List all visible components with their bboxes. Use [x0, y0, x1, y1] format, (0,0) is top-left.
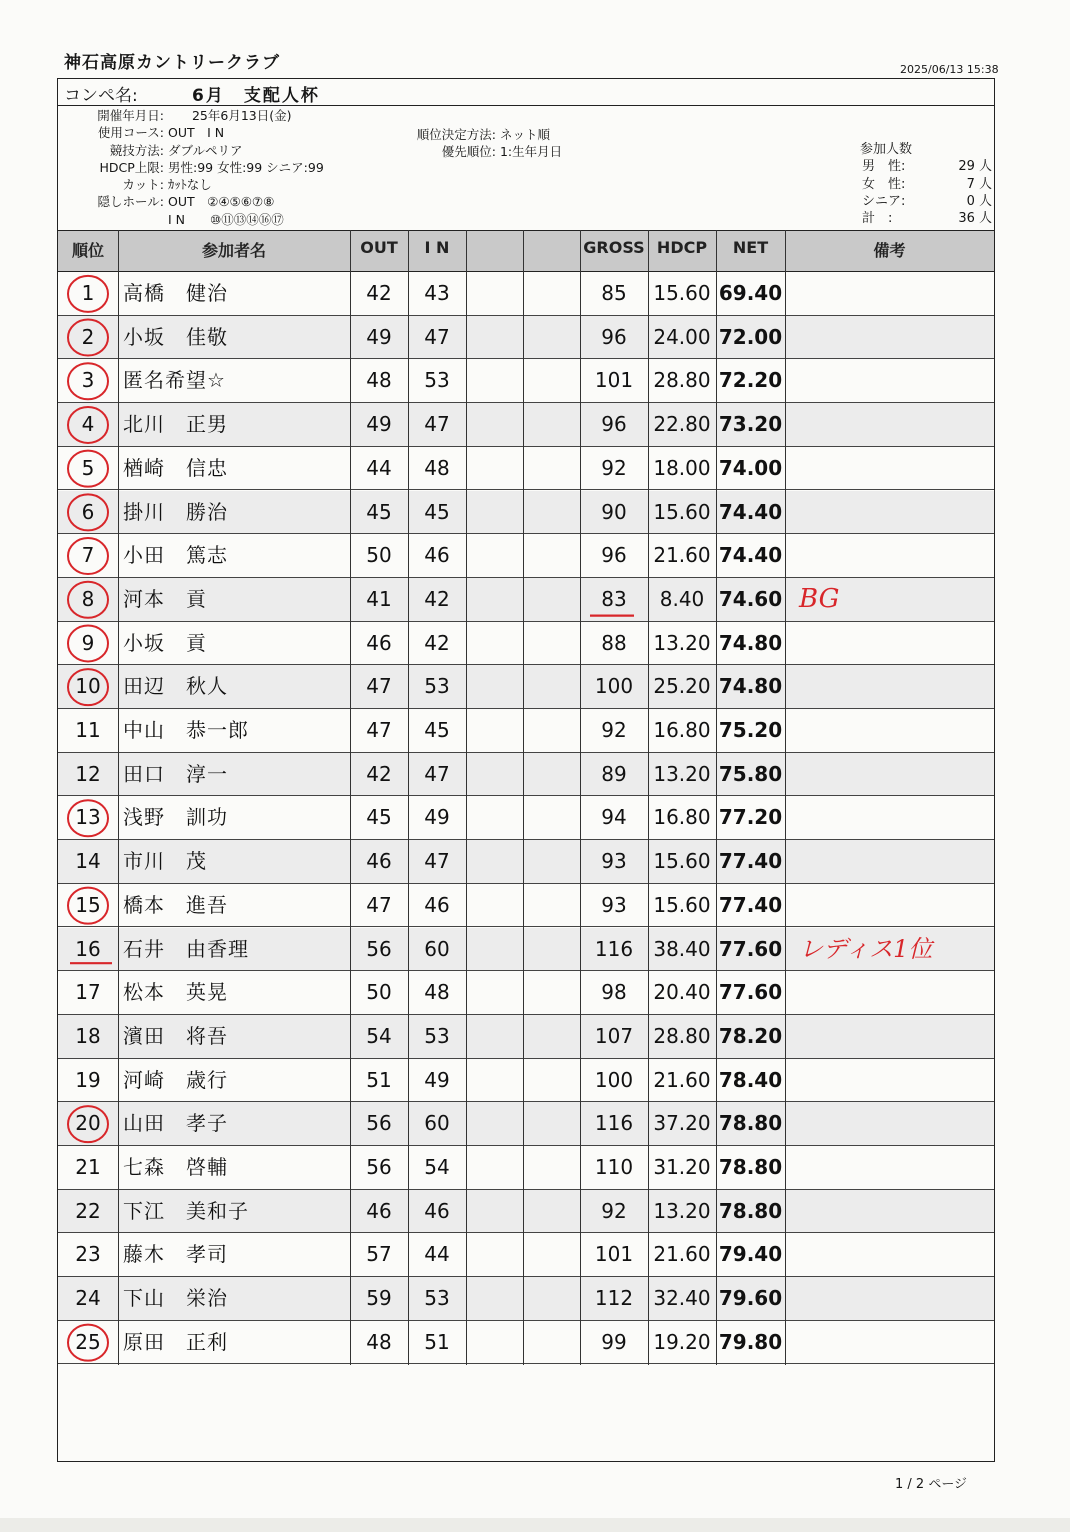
- cell-out: 56: [366, 936, 392, 961]
- cell-in: 51: [424, 1329, 450, 1354]
- cell-gross: 116: [594, 1111, 634, 1136]
- cell-in: 48: [424, 455, 450, 480]
- cell-rank: 14: [75, 849, 101, 874]
- cell-name: 小坂 佳敬: [123, 324, 228, 349]
- cell-hdcp: 16.80: [653, 805, 711, 830]
- counts-title: 参加人数: [860, 142, 913, 157]
- column-divider: [118, 230, 119, 1365]
- count-row: [860, 158, 992, 175]
- cell-rank: 24: [75, 1286, 101, 1311]
- hidden-holes-in: I N ⑩⑪⑬⑭⑯⑰: [167, 211, 284, 227]
- course-label: 使用コース:: [97, 125, 164, 141]
- cell-rank: 9: [81, 630, 95, 655]
- cell-out: 56: [366, 1111, 392, 1136]
- cell-name: 橋本 進吾: [123, 892, 228, 917]
- cell-in: 47: [424, 761, 450, 786]
- hdcp-value: 男性:99 女性:99 シニア:99: [167, 159, 324, 175]
- rank-method-label: 順位決定方法:: [416, 127, 496, 142]
- cell-net: 74.80: [718, 630, 783, 655]
- cell-hdcp: 13.20: [653, 1198, 711, 1223]
- cell-hdcp: 18.00: [653, 455, 711, 480]
- cell-gross: 93: [601, 892, 627, 917]
- cell-gross: 92: [601, 455, 627, 480]
- cell-out: 59: [366, 1286, 392, 1311]
- competition-title-row: [58, 79, 994, 106]
- column-divider: [648, 230, 649, 1365]
- column-divider: [350, 230, 351, 1365]
- column-header-out: OUT: [360, 238, 398, 257]
- cell-rank: 16: [75, 936, 101, 961]
- cell-hdcp: 8.40: [659, 586, 705, 611]
- cell-gross: 116: [594, 936, 634, 961]
- cell-hdcp: 15.60: [653, 499, 711, 524]
- cell-name: 浅野 訓功: [123, 805, 228, 830]
- cell-gross: 96: [601, 412, 627, 437]
- cell-gross: 110: [594, 1155, 634, 1179]
- column-divider: [523, 230, 524, 1365]
- cell-net: 78.40: [718, 1067, 783, 1092]
- cell-out: 49: [366, 324, 392, 349]
- cell-name: 河崎 歳行: [123, 1067, 228, 1092]
- ranking-info: [398, 126, 562, 161]
- cell-out: 47: [366, 718, 392, 742]
- cell-gross: 89: [601, 761, 627, 786]
- priority-value: 1:生年月日: [499, 144, 563, 160]
- cell-net: 74.40: [718, 499, 783, 524]
- method-label: 競技方法:: [109, 142, 164, 158]
- count-label: 女 性:: [862, 176, 906, 192]
- cell-name: 田口 淳一: [123, 761, 228, 786]
- cell-hdcp: 15.60: [653, 892, 711, 917]
- cell-out: 44: [366, 455, 392, 480]
- cell-in: 47: [424, 412, 450, 437]
- cell-hdcp: 32.40: [653, 1286, 711, 1311]
- course-value: OUT I N: [167, 125, 225, 141]
- cell-gross: 94: [601, 805, 627, 830]
- cell-name: 原田 正利: [123, 1329, 228, 1354]
- cell-hdcp: 37.20: [653, 1111, 711, 1136]
- cell-hdcp: 21.60: [653, 1067, 711, 1092]
- cell-net: 77.60: [718, 936, 783, 961]
- cell-gross: 96: [601, 543, 627, 568]
- date-label: 開催年月日:: [97, 108, 164, 123]
- cell-net: 73.20: [718, 412, 783, 437]
- cell-hdcp: 28.80: [653, 368, 711, 393]
- cell-in: 53: [424, 1023, 450, 1048]
- cell-net: 74.40: [718, 543, 783, 568]
- cell-hdcp: 16.80: [653, 718, 711, 742]
- cell-net: 75.20: [718, 718, 783, 742]
- column-divider: [408, 230, 409, 1365]
- cell-in: 47: [424, 324, 450, 349]
- cell-in: 49: [424, 805, 450, 830]
- cell-rank: 10: [75, 674, 101, 699]
- count-row: [860, 210, 992, 227]
- cell-gross: 112: [594, 1286, 634, 1311]
- method-value: ダブルペリア: [167, 142, 243, 158]
- cell-name: 小田 篤志: [123, 543, 228, 568]
- column-header-rank: 順位: [71, 241, 104, 260]
- priority-label: 優先順位:: [441, 144, 496, 160]
- cell-name: 下山 栄治: [123, 1286, 228, 1311]
- cell-gross: 100: [594, 1067, 634, 1092]
- cell-rank: 18: [75, 1023, 101, 1048]
- count-label: シニア:: [862, 193, 906, 209]
- cell-hdcp: 19.20: [653, 1329, 711, 1354]
- cell-remarks: BG: [799, 583, 840, 614]
- competition-label: コンペ名:: [64, 86, 138, 106]
- cell-rank: 3: [81, 368, 95, 393]
- cell-in: 54: [424, 1155, 450, 1179]
- cell-in: 42: [424, 586, 450, 611]
- cell-hdcp: 13.20: [653, 630, 711, 655]
- cell-out: 50: [366, 543, 392, 568]
- cell-out: 47: [366, 674, 392, 699]
- cell-remarks: レディス1位: [799, 934, 933, 963]
- cell-out: 50: [366, 980, 392, 1005]
- cell-out: 54: [366, 1023, 392, 1048]
- cell-gross: 85: [601, 281, 627, 305]
- column-header-hdcp: HDCP: [656, 238, 708, 257]
- cell-name: 高橋 健治: [123, 281, 228, 305]
- cell-net: 72.00: [718, 324, 783, 349]
- hidden-holes-label: 隠しホール:: [97, 194, 164, 210]
- cell-rank: 17: [75, 980, 101, 1005]
- cell-net: 77.20: [718, 805, 783, 830]
- cell-rank: 5: [81, 455, 95, 480]
- cell-hdcp: 38.40: [653, 936, 711, 961]
- cut-label: カット:: [122, 177, 164, 193]
- count-label: 計 :: [862, 211, 893, 227]
- cell-hdcp: 21.60: [653, 1242, 711, 1267]
- cell-net: 78.80: [718, 1198, 783, 1223]
- cell-out: 48: [366, 368, 392, 393]
- cell-net: 77.40: [718, 849, 783, 874]
- cell-out: 45: [366, 805, 392, 830]
- cell-gross: 83: [601, 586, 627, 611]
- column-divider: [466, 230, 467, 1365]
- count-row: [860, 176, 992, 193]
- cell-in: 46: [424, 1198, 450, 1223]
- cell-name: 掛川 勝治: [123, 499, 228, 524]
- cell-out: 46: [366, 1198, 392, 1223]
- cell-hdcp: 21.60: [653, 543, 711, 568]
- cell-gross: 101: [594, 1242, 634, 1267]
- cell-net: 74.60: [718, 586, 783, 611]
- cell-in: 46: [424, 892, 450, 917]
- cell-in: 49: [424, 1067, 450, 1092]
- cell-gross: 96: [601, 324, 627, 349]
- cell-rank: 20: [75, 1111, 101, 1136]
- cut-value: ｶｯﾄなし: [167, 177, 212, 193]
- cell-net: 79.80: [718, 1329, 783, 1354]
- cell-in: 53: [424, 674, 450, 699]
- cell-hdcp: 25.20: [653, 674, 711, 699]
- cell-in: 60: [424, 1111, 450, 1136]
- cell-rank: 1: [81, 281, 95, 305]
- cell-net: 77.60: [718, 980, 783, 1005]
- cell-out: 41: [366, 586, 392, 611]
- cell-name: 山田 孝子: [123, 1111, 228, 1136]
- cell-rank: 25: [75, 1329, 101, 1354]
- cell-rank: 7: [81, 543, 95, 568]
- cell-name: 匿名希望☆: [123, 368, 226, 393]
- cell-in: 53: [424, 368, 450, 393]
- cell-net: 79.60: [718, 1286, 783, 1311]
- cell-gross: 90: [601, 499, 627, 524]
- cell-hdcp: 24.00: [653, 324, 711, 349]
- cell-hdcp: 20.40: [653, 980, 711, 1005]
- count-value: 29 人: [958, 159, 992, 175]
- cell-name: 河本 貢: [123, 586, 207, 611]
- count-label: 男 性:: [862, 159, 906, 175]
- participant-counts: [860, 141, 992, 227]
- cell-rank: 21: [75, 1155, 101, 1179]
- cell-name: 七森 啓輔: [123, 1155, 228, 1179]
- cell-out: 51: [366, 1067, 392, 1092]
- cell-gross: 98: [601, 980, 627, 1005]
- cell-out: 48: [366, 1329, 392, 1354]
- cell-out: 56: [366, 1155, 392, 1179]
- cell-rank: 2: [81, 324, 95, 349]
- cell-out: 46: [366, 630, 392, 655]
- column-header-gross: GROSS: [583, 238, 645, 257]
- cell-name: 楢崎 信忠: [123, 455, 228, 480]
- cell-name: 小坂 貢: [123, 630, 207, 655]
- cell-out: 47: [366, 892, 392, 917]
- cell-in: 45: [424, 718, 450, 742]
- cell-name: 藤木 孝司: [123, 1242, 228, 1267]
- club-name: 神石高原カントリークラブ: [64, 53, 280, 73]
- cell-in: 48: [424, 980, 450, 1005]
- cell-rank: 4: [81, 412, 95, 437]
- cell-in: 44: [424, 1242, 450, 1267]
- cell-in: 42: [424, 630, 450, 655]
- hidden-holes-out: OUT ②④⑤⑥⑦⑧: [167, 194, 275, 210]
- column-divider: [580, 230, 581, 1365]
- cell-out: 45: [366, 499, 392, 524]
- hdcp-label: HDCP上限:: [99, 159, 164, 175]
- competition-name: 6月 支配人杯: [192, 86, 320, 106]
- cell-gross: 101: [594, 368, 634, 393]
- cell-rank: 23: [75, 1242, 101, 1267]
- cell-name: 北川 正男: [123, 412, 228, 437]
- cell-in: 45: [424, 499, 450, 524]
- cell-in: 47: [424, 849, 450, 874]
- count-row: [860, 193, 992, 210]
- cell-net: 79.40: [718, 1242, 783, 1267]
- cell-rank: 12: [75, 761, 101, 786]
- cell-name: 石井 由香理: [123, 936, 249, 961]
- cell-net: 78.80: [718, 1155, 783, 1179]
- cell-gross: 88: [601, 630, 627, 655]
- cell-gross: 100: [594, 674, 634, 699]
- cell-hdcp: 15.60: [653, 849, 711, 874]
- cell-name: 松本 英晃: [123, 980, 228, 1005]
- cell-out: 57: [366, 1242, 392, 1267]
- cell-net: 75.80: [718, 761, 783, 786]
- count-value: 0 人: [966, 193, 992, 209]
- count-value: 7 人: [966, 176, 992, 192]
- cell-gross: 92: [601, 718, 627, 742]
- cell-name: 下江 美和子: [123, 1198, 249, 1223]
- cell-in: 53: [424, 1286, 450, 1311]
- cell-gross: 92: [601, 1198, 627, 1223]
- cell-out: 46: [366, 849, 392, 874]
- cell-rank: 19: [75, 1067, 101, 1092]
- page-number: 1 / 2 ページ: [895, 1477, 968, 1492]
- cell-net: 74.80: [718, 674, 783, 699]
- cell-name: 中山 恭一郎: [123, 718, 249, 742]
- cell-rank: 11: [75, 718, 101, 742]
- cell-hdcp: 31.20: [653, 1155, 711, 1179]
- column-header-in: I N: [424, 238, 450, 257]
- column-header-net: NET: [732, 238, 769, 257]
- cell-net: 69.40: [718, 281, 783, 305]
- cell-out: 42: [366, 281, 392, 305]
- cell-out: 42: [366, 761, 392, 786]
- cell-name: 濱田 将吾: [123, 1023, 228, 1048]
- cell-in: 46: [424, 543, 450, 568]
- cell-gross: 107: [594, 1023, 634, 1048]
- column-header-remarks: 備考: [873, 241, 906, 260]
- cell-out: 49: [366, 412, 392, 437]
- cell-rank: 8: [81, 586, 95, 611]
- cell-rank: 22: [75, 1198, 101, 1223]
- event-date: 25年6月13日(金): [191, 108, 292, 123]
- column-divider: [785, 230, 786, 1365]
- cell-net: 72.20: [718, 368, 783, 393]
- cell-rank: 13: [75, 805, 101, 830]
- cell-rank: 15: [75, 892, 101, 917]
- rank-method-value: ネット順: [499, 127, 550, 142]
- cell-rank: 6: [81, 499, 95, 524]
- printed-timestamp: 2025/06/13 15:38: [900, 63, 999, 76]
- cell-net: 78.80: [718, 1111, 783, 1136]
- cell-gross: 93: [601, 849, 627, 874]
- cell-hdcp: 13.20: [653, 761, 711, 786]
- cell-net: 77.40: [718, 892, 783, 917]
- cell-hdcp: 22.80: [653, 412, 711, 437]
- cell-name: 田辺 秋人: [123, 674, 228, 699]
- cell-in: 43: [424, 281, 450, 305]
- count-value: 36 人: [958, 211, 992, 227]
- column-header-name: 参加者名: [201, 241, 266, 260]
- cell-net: 74.00: [718, 455, 783, 480]
- cell-name: 市川 茂: [123, 849, 207, 874]
- cell-hdcp: 15.60: [653, 281, 711, 305]
- column-divider: [716, 230, 717, 1365]
- cell-in: 60: [424, 936, 450, 961]
- cell-hdcp: 28.80: [653, 1023, 711, 1048]
- event-info: [72, 107, 324, 228]
- cell-net: 78.20: [718, 1023, 783, 1048]
- cell-gross: 99: [601, 1329, 627, 1354]
